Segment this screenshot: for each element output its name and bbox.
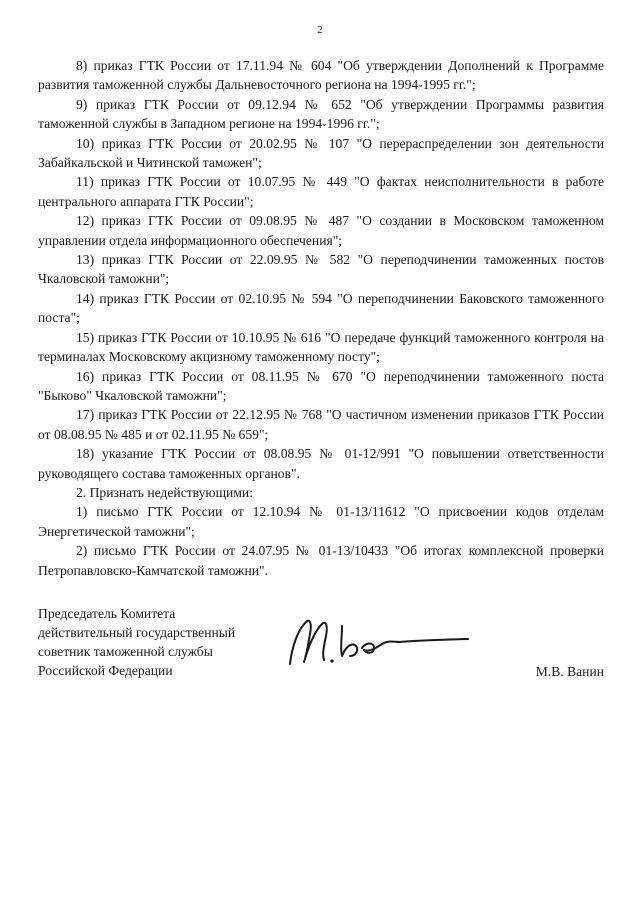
list-item-9: 9) приказ ГТК России от 09.12.94 № 652 "Об утверждении Программы развития таможенной службы в Западном регионе на 1994-1996 гг."; — [38, 96, 604, 132]
list-item-15: 15) приказ ГТК России от 10.10.95 № 616 "О передаче функций таможенного контроля на терминалах Московскому акцизному таможенному посту"; — [38, 329, 604, 365]
list-item-16: 16) приказ ГТК России от 08.11.95 № 670 "О переподчинении таможенного поста "Быково" Чкаловской таможни"; — [38, 368, 604, 403]
list-item-14: 14) приказ ГТК России от 02.10.95 № 594 "О переподчинении Баковского таможенного поста"; — [38, 290, 604, 326]
signer-title-line: Российской Федерации — [38, 663, 173, 678]
list-item-8: 8) приказ ГТК России от 17.11.94 № 604 "Об утверждении Дополнений к Программе развития таможенной службы Дальневосточного региона на 1994-1995 гг."; — [38, 58, 604, 93]
page-number: 2 — [317, 24, 323, 36]
signature-block — [38, 604, 604, 684]
section-heading-2: 2. Признать недействующими: — [76, 484, 253, 500]
signer-title — [38, 604, 278, 680]
list-item-18: 18) указание ГТК России от 08.08.95 № 01-12/991 "О повышении ответственности руководящего состава таможенных органов". — [38, 446, 604, 481]
list-item-13: 13) приказ ГТК России от 22.09.95 № 582 "О переподчинении таможенных постов Чкаловской таможни"; — [38, 252, 604, 287]
letter-item-2: 2) письмо ГТК России от 24.07.95 № 01-13/10433 "Об итогах комплексной проверки Петропавловско-Камчатской таможни". — [38, 543, 604, 578]
list-item-11: 11) приказ ГТК России от 10.07.95 № 449 "О фактах неисполнительности в работе центрального аппарата ГТК России"; — [38, 174, 604, 209]
list-item-10: 10) приказ ГТК России от 20.02.95 № 107 "О перераспределении зон деятельности Забайкальской и Читинской таможен"; — [38, 135, 604, 171]
signer-title-line: советник таможенной службы — [38, 644, 213, 659]
list-item-17: 17) приказ ГТК России от 22.12.95 № 768 "О частичном изменении приказов ГТК России от 08.08.95 № 485 и от 02.11.95 № 659"; — [38, 407, 604, 442]
document-body — [38, 56, 604, 580]
list-item-12: 12) приказ ГТК России от 09.08.95 № 487 "О создании в Московском таможенном управлении отдела информационного обеспечения"; — [38, 213, 604, 248]
letter-item-1: 1) письмо ГТК России от 12.10.94 № 01-13/11612 "О присвоении кодов отделам Энергетической таможни"; — [38, 504, 604, 539]
signer-name: М.В. Ванин — [535, 664, 604, 679]
handwritten-signature — [282, 606, 472, 674]
signer-title-line: действительный государственный — [38, 625, 236, 640]
signer-title-line: Председатель Комитета — [38, 606, 176, 621]
